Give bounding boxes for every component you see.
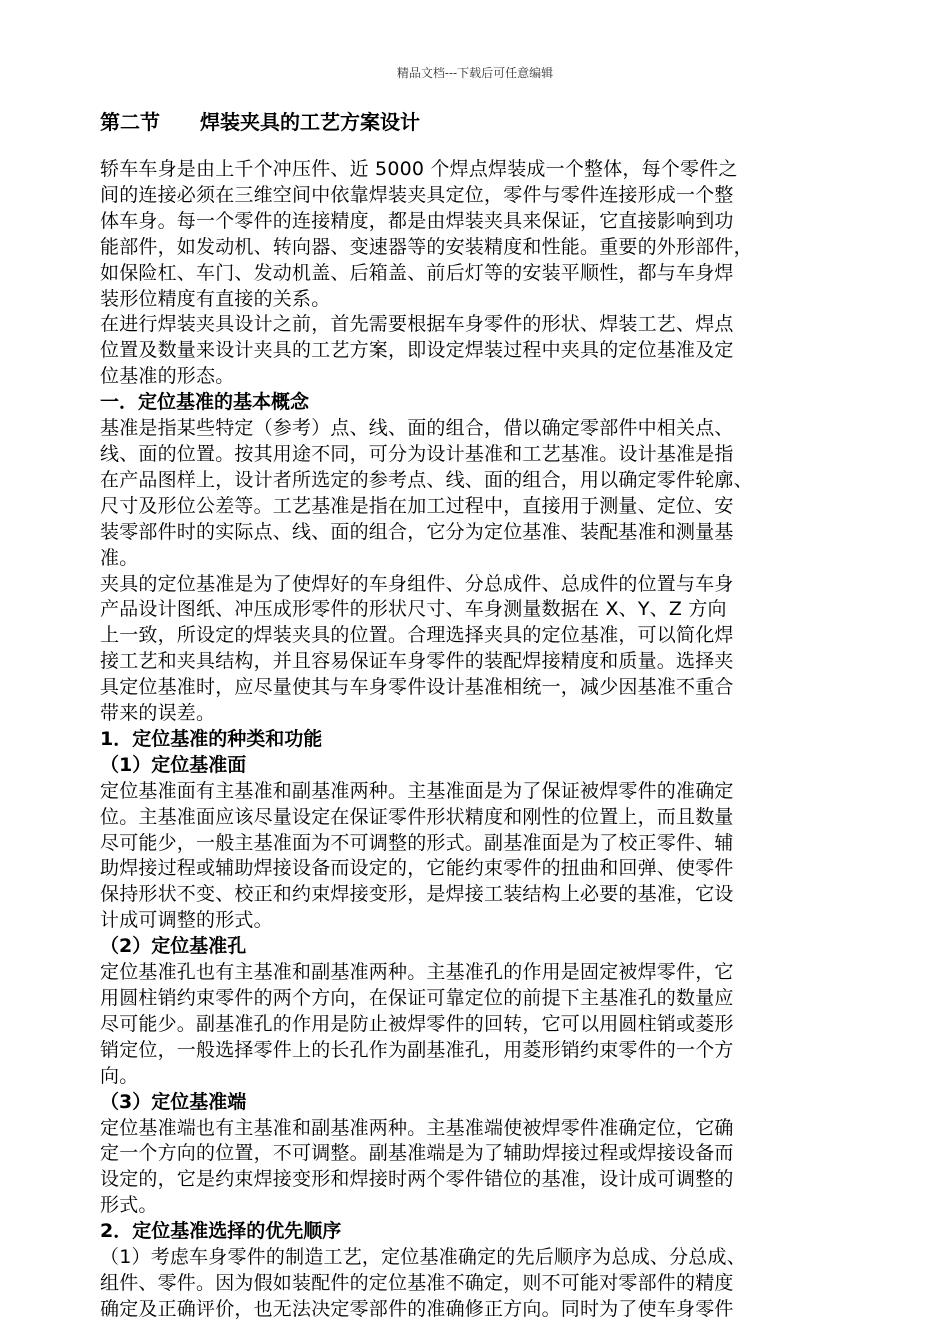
text-line: 组件、零件。因为假如装配件的定位基准不确定，则不可能对零部件的精度 xyxy=(100,1271,734,1294)
text-line: 定位基准端也有主基准和副基准两种。主基准端使被焊零件准确定位，它确 xyxy=(100,1116,734,1139)
text-line: 用圆柱销约束零件的两个方向，在保证可靠定位的前提下主基准孔的数量应 xyxy=(100,987,734,1009)
text-line: 位基准的形态。 xyxy=(100,365,235,388)
text-line: 体车身。每一个零件的连接精度，都是由焊装夹具来保证，它直接影响到功 xyxy=(100,209,734,232)
text-line: 在产品图样上，设计者所选定的参考点、线、面的组合，用以确定零件轮廓、 xyxy=(100,468,753,491)
text-line: 线、面的位置。按其用途不同，可分为设计基准和工艺基准。设计基准是指 xyxy=(100,442,734,465)
paragraph xyxy=(100,572,852,727)
paragraph xyxy=(100,157,852,312)
text-line: 形式。 xyxy=(100,1194,158,1217)
text-line: 尽可能少，一般主基准面为不可调整的形式。副基准面是为了校正零件、辅 xyxy=(100,831,734,854)
paragraph xyxy=(100,312,852,390)
text-line: 向。 xyxy=(100,1064,139,1087)
text-line: 位。主基准面应该尽量设定在保证零件形状精度和刚性的位置上，而且数量 xyxy=(100,805,734,828)
text-line: 夹具的定位基准是为了使焊好的车身组件、分总成件、总成件的位置与车身 xyxy=(100,572,734,595)
text-line: 销定位，一般选择零件上的长孔作为副基准孔，用菱形销约束零件的一个方 xyxy=(100,1038,734,1061)
text-line: 具定位基准时，应尽量使其与车身零件设计基准相统一，减少因基准不重合 xyxy=(100,676,734,699)
text-line: 尽可能少。副基准孔的作用是防止被焊零件的回转，它可以用圆柱销或菱形 xyxy=(100,1012,734,1035)
text-line: 位置及数量来设计夹具的工艺方案，即设定焊装过程中夹具的定位基准及定 xyxy=(100,339,734,362)
text-line: （2）定位基准孔 xyxy=(100,935,247,958)
text-line: 间的连接必须在三维空间中依靠焊装夹具定位，零件与零件连接形成一个整 xyxy=(100,183,734,206)
text-line: 定一个方向的位置，不可调整。副基准端是为了辅助焊接过程或焊接设备而 xyxy=(100,1142,734,1165)
page-header: 精品文档---下载后可任意编辑 xyxy=(396,66,554,80)
text-line: 如保险杠、车门、发动机盖、后箱盖、前后灯等的安装平顺性，都与车身焊 xyxy=(100,261,734,284)
paragraphs xyxy=(100,157,852,1323)
text-line: 一．定位基准的基本概念 xyxy=(100,391,310,414)
text-line: （3）定位基准端 xyxy=(100,1090,247,1113)
section-heading xyxy=(100,1090,852,1116)
text-line: （1）定位基准面 xyxy=(100,753,247,776)
text-line: 带来的误差。 xyxy=(100,702,216,725)
text-line: 装形位精度有直接的关系。 xyxy=(100,287,331,310)
text-line: 计成可调整的形式。 xyxy=(100,909,273,932)
text-line: 尺寸及形位公差等。工艺基准是指在加工过程中，直接用于测量、定位、安 xyxy=(100,494,734,517)
section-heading xyxy=(100,934,852,960)
paragraph xyxy=(100,416,852,571)
section-heading xyxy=(100,727,852,753)
text-line: 确定及正确评价，也无法决定零部件的准确修正方向。同时为了使车身零件 xyxy=(100,1297,734,1320)
text-line: 接工艺和夹具结构，并且容易保证车身零件的装配焊接精度和质量。选择夹 xyxy=(100,650,734,673)
paragraph xyxy=(100,1245,852,1323)
text-line: 保持形状不变、校正和约束焊接变形，是焊接工装结构上必要的基准，它设 xyxy=(100,883,734,906)
text-line: 轿车车身是由上千个冲压件、近 5000 个焊点焊装成一个整体，每个零件之 xyxy=(100,158,738,180)
text-line: 在进行焊装夹具设计之前，首先需要根据车身零件的形状、焊装工艺、焊点 xyxy=(100,313,734,336)
paragraph xyxy=(100,960,852,1090)
section-title: 第二节 焊装夹具的工艺方案设计 xyxy=(100,110,420,134)
text-line: 上一致，所设定的焊装夹具的位置。合理选择夹具的定位基准，可以简化焊 xyxy=(100,624,734,647)
text-line: 准。 xyxy=(100,546,139,569)
text-line: 定位基准面有主基准和副基准两种。主基准面是为了保证被焊零件的准确定 xyxy=(100,779,734,802)
text-line: （1）考虑车身零件的制造工艺，定位基准确定的先后顺序为总成、分总成、 xyxy=(100,1246,746,1269)
text-line: 装零部件时的实际点、线、面的组合，它分为定位基准、装配基准和测量基 xyxy=(100,520,734,543)
text-line: 设定的，它是约束焊接变形和焊接时两个零件错位的基准，设计成可调整的 xyxy=(100,1168,734,1191)
section-heading xyxy=(100,390,852,416)
document-body xyxy=(100,107,852,1323)
section-heading xyxy=(100,1219,852,1245)
paragraph xyxy=(100,779,852,934)
text-line: 助焊接过程或辅助焊接设备而设定的，它能约束零件的扭曲和回弹、使零件 xyxy=(100,857,734,880)
text-line: 2．定位基准选择的优先顺序 xyxy=(100,1220,342,1243)
text-line: 基准是指某些特定（参考）点、线、面的组合，借以确定零部件中相关点、 xyxy=(100,417,734,440)
section-heading xyxy=(100,753,852,779)
text-line: 能部件，如发动机、转向器、变速器等的安装精度和性能。重要的外形部件， xyxy=(100,235,753,258)
paragraph xyxy=(100,1116,852,1220)
text-line: 1．定位基准的种类和功能 xyxy=(100,727,323,750)
text-line: 定位基准孔也有主基准和副基准两种。主基准孔的作用是固定被焊零件，它 xyxy=(100,961,734,984)
text-line: 产品设计图纸、冲压成形零件的形状尺寸、车身测量数据在 X、Y、Z 方向 xyxy=(100,598,727,621)
